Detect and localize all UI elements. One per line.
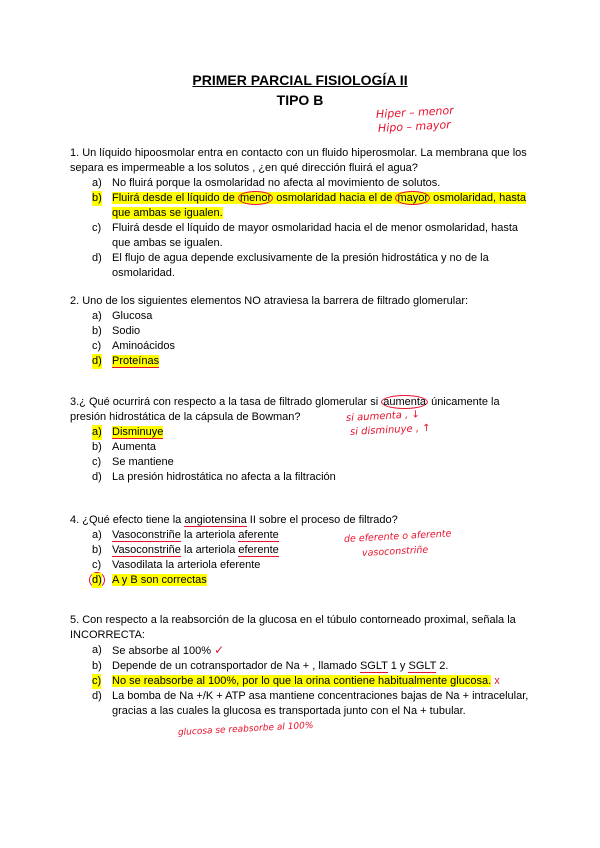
q1-option-b: b) Fluirá desde el líquido de menor osmolaridad hacia el de mayor osmolaridad, hasta que ambas se igualen.	[92, 192, 527, 219]
q4-option-b: b) Vasoconstriñe la arteriola eferente	[92, 544, 279, 556]
q4-option-c: c) Vasodilata la arteriola eferente	[92, 559, 261, 571]
handwritten-note-gfr-1: si aumenta , ↓	[345, 409, 421, 424]
handwritten-note-gfr-2: si disminuye , ↑	[349, 422, 431, 438]
question-1-stem: 1. Un líquido hipoosmolar entra en contacto con un fluido hiperosmolar. La membrana que los separa es impermeable a los solutos , ¿en qué dirección fluirá el agua?	[70, 147, 527, 174]
question-5-stem: 5. Con respecto a la reabsorción de la glucosa en el túbulo contorneado proximal, señala la INCORRECTA:	[70, 614, 516, 641]
q1-option-a: a) No fluirá porque la osmolaridad no afecta al movimiento de solutos.	[92, 177, 441, 189]
handwritten-note-angiotensin-2: vasoconstriñe	[361, 544, 429, 559]
checkmark-icon: ✓	[214, 643, 225, 657]
question-4-stem: 4. ¿Qué efecto tiene la angiotensina II sobre el proceso de filtrado?	[70, 514, 398, 526]
q2-option-b: b) Sodio	[92, 325, 141, 337]
q2-option-a: a) Glucosa	[92, 310, 153, 322]
q5-option-b: b) Depende de un cotransportador de Na + , llamado SGLT 1 y SGLT 2.	[92, 660, 449, 672]
question-1	[70, 146, 530, 281]
q5-option-d: d) La bomba de Na +/K + ATP asa mantiene concentraciones bajas de Na + intracelular, gracias a las cuales la glucosa es transportada junto con el Na + tubular.	[92, 690, 529, 717]
page-subtitle: TIPO B	[276, 92, 324, 108]
q4-option-a: a) Vasoconstriñe la arteriola aferente	[92, 529, 279, 541]
q2-option-c: c) Aminoácidos	[92, 340, 175, 352]
circled-word-menor: menor	[239, 192, 272, 204]
handwritten-note-angiotensin-1: de eferente o aferente	[343, 528, 452, 545]
handwritten-note-osmolarity-2: Hipo – mayor	[377, 118, 452, 135]
handwritten-note-glucose: glucosa se reabsorbe al 100%	[177, 720, 314, 738]
question-5	[70, 613, 530, 719]
q4-option-d: d) A y B son correctas	[92, 573, 530, 588]
q3-option-a: a) Disminuye	[92, 426, 164, 438]
q5-option-c: c) No se reabsorbe al 100%, por lo que la orina contiene habitualmente glucosa. x	[92, 675, 500, 687]
question-3-stem: 3.¿ Qué ocurrirá con respecto a la tasa de filtrado glomerular si aumenta únicamente la presión hidrostática de la cápsula de Bowman?	[70, 396, 500, 423]
handwritten-note-osmolarity-1: Hiper – menor	[375, 103, 455, 121]
question-2	[70, 294, 530, 369]
q3-option-d: d) La presión hidrostática no afecta a la filtración	[92, 471, 336, 483]
circled-word-mayor: mayor	[397, 192, 429, 204]
q3-option-c: c) Se mantiene	[92, 456, 174, 468]
q1-option-c: c) Fluirá desde el líquido de mayor osmolaridad hacia el de menor osmolaridad, hasta que ambas se igualen.	[92, 222, 519, 249]
cross-mark-icon: x	[494, 675, 500, 687]
page-title: PRIMER PARCIAL FISIOLOGÍA II	[192, 72, 408, 88]
question-3	[70, 395, 530, 485]
question-4	[70, 513, 530, 588]
q1-option-d: d) El flujo de agua depende exclusivamente de la presión hidrostática y no de la osmolaridad.	[92, 252, 489, 279]
q2-option-d: d) Proteínas	[92, 355, 160, 367]
q3-option-b: b) Aumenta	[92, 441, 157, 453]
q5-option-a: a) Se absorbe al 100% ✓	[92, 643, 225, 657]
circled-word-aumenta: aumenta	[383, 396, 427, 408]
question-2-stem: 2. Uno de los siguientes elementos NO atraviesa la barrera de filtrado glomerular:	[70, 295, 469, 307]
